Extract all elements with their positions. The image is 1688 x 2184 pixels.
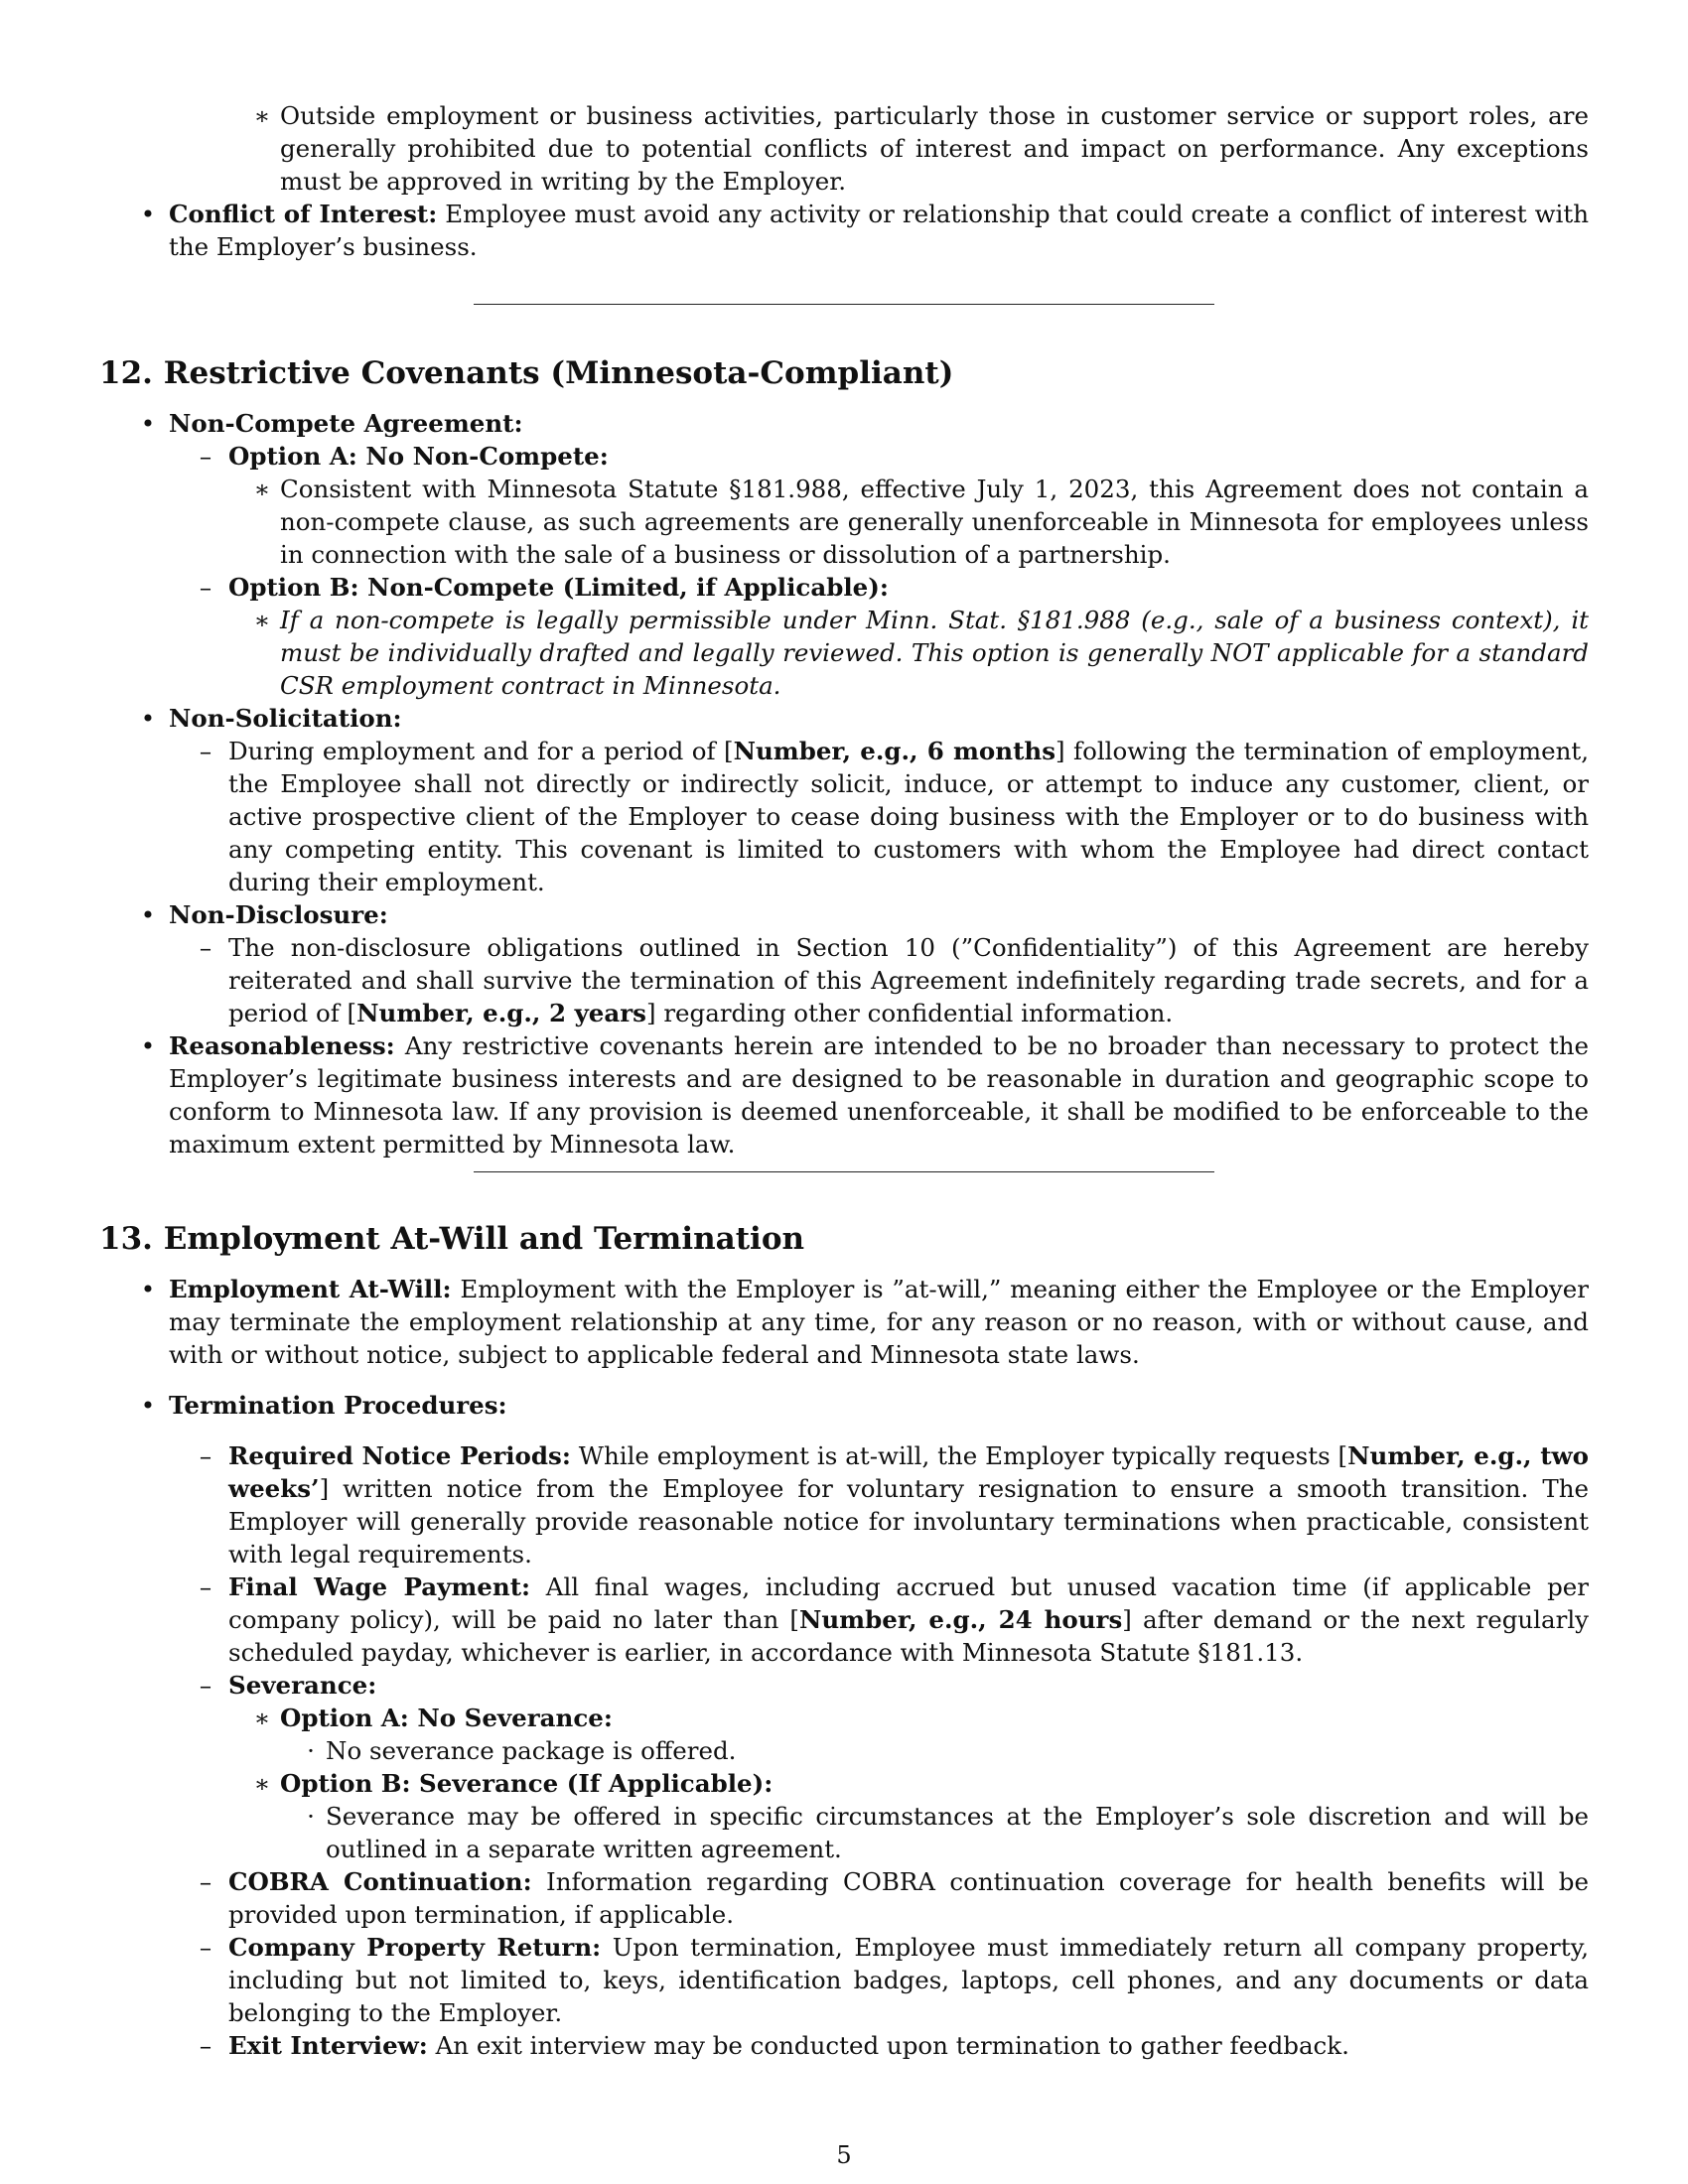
bullet-marker: • bbox=[140, 200, 156, 228]
list-item-option-a-text: ∗ Consistent with Minnesota Statute §181.988, effective July 1, 2023, this Agreement does not contain a non-compete clause, as such agreements are generally unenforceable in Minnesota for employees unless in connection with the sale of a business or dissolution of a partnership. bbox=[280, 473, 1589, 571]
bullet-marker: • bbox=[140, 900, 156, 929]
list-item-property-return: – Company Property Return: Upon termination, Employee must immediately return all company property, including but not limited to, keys, identification badges, laptops, cell phones, and any documents or data belonging to the Employer. bbox=[228, 1931, 1589, 2029]
dot-marker: · bbox=[307, 1802, 315, 1831]
list-item-severance: – Severance: bbox=[228, 1669, 1589, 1702]
top-block bbox=[99, 99, 1589, 263]
dash-marker: – bbox=[199, 573, 212, 602]
bullet-marker: • bbox=[140, 1031, 156, 1060]
dash-marker: – bbox=[199, 2031, 212, 2060]
list-item-severance-option-b-text: · Severance may be offered in specific circumstances at the Employer’s sole discretion and will be outlined in a separate written agreement. bbox=[326, 1800, 1589, 1865]
section-12-heading: 12. Restrictive Covenants (Minnesota-Compliant) bbox=[99, 355, 954, 391]
list-item-reasonableness: • Reasonableness: Any restrictive covenants herein are intended to be no broader than necessary to protect the Employer’s legitimate business interests and are designed to be reasonable in duration and geographic scope to conform to Minnesota law. If any provision is deemed unenforceable, it shall be modified to be enforceable to the maximum extent permitted by Minnesota law. bbox=[169, 1029, 1589, 1160]
list-item-option-b: – Option B: Non-Compete (Limited, if Applicable): bbox=[228, 571, 1589, 604]
list-item-notice-periods: – Required Notice Periods: While employment is at-will, the Employer typically requests [Number, e.g., two weeks’] written notice from the Employee for voluntary resignation to ensure a smooth transition. The Employer will generally provide reasonable notice for involuntary terminations when practicable, consistent with legal requirements. bbox=[228, 1439, 1589, 1570]
bullet-marker: • bbox=[140, 1275, 156, 1303]
star-marker: ∗ bbox=[253, 606, 271, 634]
section-13-body bbox=[99, 1273, 1589, 2062]
list-item-option-b-text: ∗ If a non-compete is legally permissible under Minn. Stat. §181.988 (e.g., sale of a business context), it must be individually drafted and legally reviewed. This option is generally NOT applicable for a standard CSR employment contract in Minnesota. bbox=[280, 604, 1589, 702]
dash-marker: – bbox=[199, 1933, 212, 1962]
list-item-non-solicitation-text: – During employment and for a period of [Number, e.g., 6 months] following the termination of employment, the Employee shall not directly or indirectly solicit, induce, or attempt to induce any customer, client, or active prospective client of the Employer to cease doing business with the Employer or to do business with any competing entity. This covenant is limited to customers with whom the Employee had direct contact during their employment. bbox=[228, 735, 1589, 898]
list-item-termination-procedures: • Termination Procedures: bbox=[169, 1389, 1589, 1422]
bullet-marker: • bbox=[140, 1391, 156, 1420]
dash-marker: – bbox=[199, 1867, 212, 1896]
list-item-final-wage: – Final Wage Payment: All final wages, including accrued but unused vacation time (if applicable per company policy), will be paid no later than [Number, e.g., 24 hours] after demand or the next regularly scheduled payday, whichever is earlier, in accordance with Minnesota Statute §181.13. bbox=[228, 1570, 1589, 1669]
list-item-severance-option-a-text: · No severance package is offered. bbox=[326, 1734, 1589, 1767]
dash-marker: – bbox=[199, 442, 212, 471]
list-item-severance-option-b: ∗ Option B: Severance (If Applicable): bbox=[280, 1767, 1589, 1800]
list-item-non-disclosure: • Non-Disclosure: bbox=[169, 898, 1589, 931]
list-item-option-a: – Option A: No Non-Compete: bbox=[228, 440, 1589, 473]
bullet-marker: • bbox=[140, 704, 156, 733]
dash-marker: – bbox=[199, 1572, 212, 1601]
section-divider bbox=[474, 304, 1214, 305]
dot-marker: · bbox=[307, 1736, 315, 1765]
list-item-severance-option-a: ∗ Option A: No Severance: bbox=[280, 1702, 1589, 1734]
star-marker: ∗ bbox=[253, 1769, 271, 1798]
list-item-non-disclosure-text: – The non-disclosure obligations outlined in Section 10 (”Confidentiality”) of this Agreement are hereby reiterated and shall survive the termination of this Agreement indefinitely regarding trade secrets, and for a period of [Number, e.g., 2 years] regarding other confidential information. bbox=[228, 931, 1589, 1029]
page-number: 5 bbox=[836, 2141, 852, 2169]
dash-marker: – bbox=[199, 933, 212, 962]
dash-marker: – bbox=[199, 1441, 212, 1470]
bullet-marker: • bbox=[140, 409, 156, 438]
star-marker: ∗ bbox=[253, 1704, 271, 1732]
list-item-at-will: • Employment At-Will: Employment with the Employer is ”at-will,” meaning either the Employee or the Employer may terminate the employment relationship at any time, for any reason or no reason, with or without cause, and with or without notice, subject to applicable federal and Minnesota state laws. bbox=[169, 1273, 1589, 1371]
list-item-non-solicitation: • Non-Solicitation: bbox=[169, 702, 1589, 735]
list-item-outside-employment: ∗ Outside employment or business activities, particularly those in customer service or support roles, are generally prohibited due to potential conflicts of interest and impact on performance. Any exceptions must be approved in writing by the Employer. bbox=[280, 99, 1589, 198]
dash-marker: – bbox=[199, 737, 212, 765]
section-divider bbox=[474, 1171, 1214, 1172]
list-item-cobra: – COBRA Continuation: Information regarding COBRA continuation coverage for health benefits will be provided upon termination, if applicable. bbox=[228, 1865, 1589, 1931]
section-12-body bbox=[99, 407, 1589, 1160]
star-marker: ∗ bbox=[253, 101, 271, 130]
section-13-heading: 13. Employment At-Will and Termination bbox=[99, 1221, 805, 1257]
list-item-non-compete: • Non-Compete Agreement: bbox=[169, 407, 1589, 440]
dash-marker: – bbox=[199, 1671, 212, 1700]
list-item-conflict-of-interest: • Conflict of Interest: Employee must avoid any activity or relationship that could create a conflict of interest with the Employer’s business. bbox=[169, 198, 1589, 263]
list-item-exit-interview: – Exit Interview: An exit interview may be conducted upon termination to gather feedback. bbox=[228, 2029, 1589, 2062]
star-marker: ∗ bbox=[253, 475, 271, 503]
